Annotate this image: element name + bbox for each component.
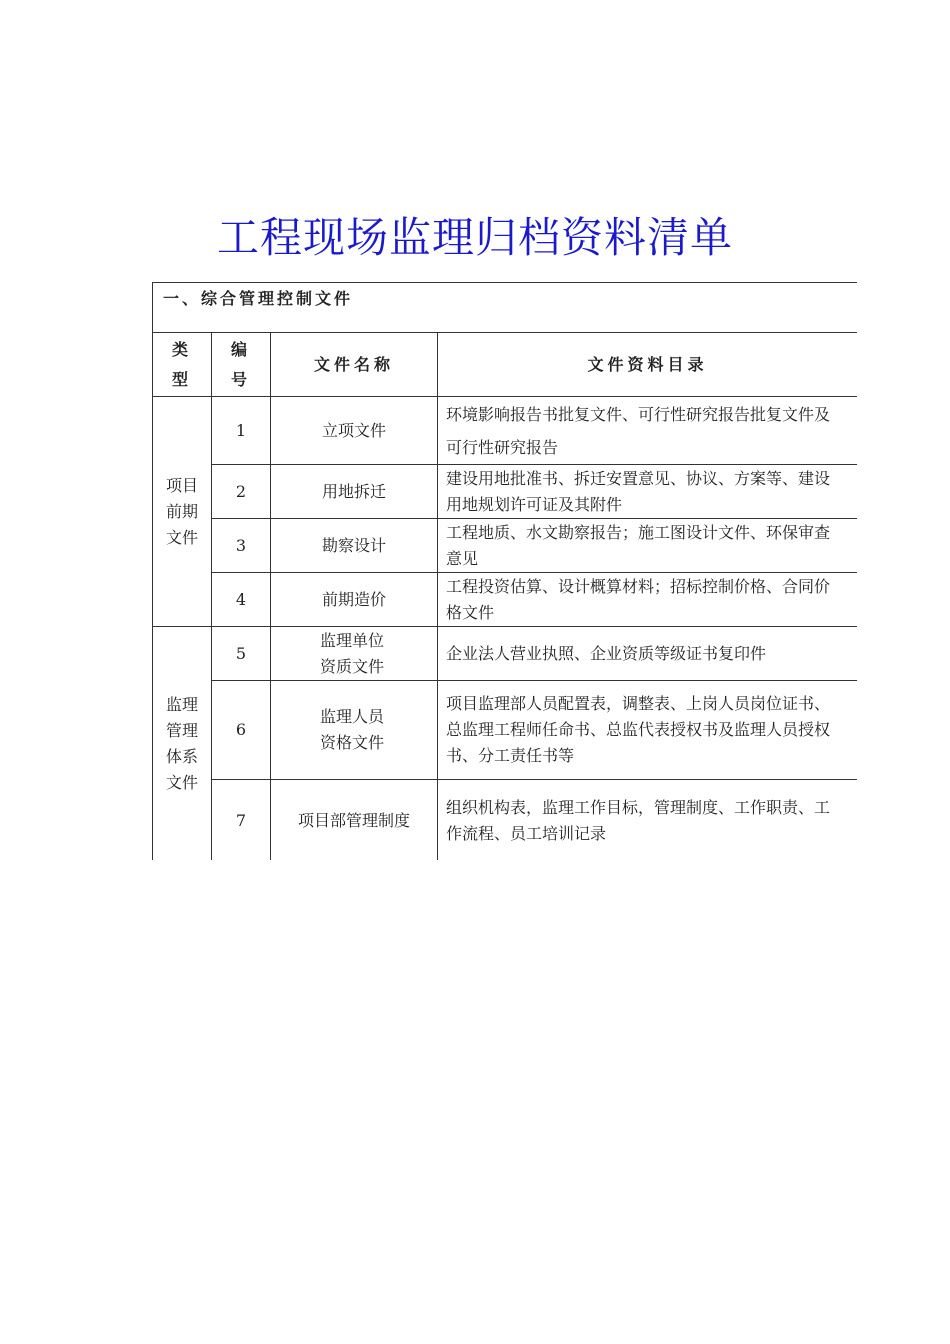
row-file-name (271, 780, 438, 861)
row-catalog: 企业法人营业执照、企业资质等级证书复印件 (438, 627, 858, 681)
group-label: 项目前期文件 (153, 397, 212, 627)
header-file-name: 文件名称 (271, 333, 438, 397)
row-catalog: 环境影响报告书批复文件、可行性研究报告批复文件及可行性研究报告 (438, 397, 858, 465)
row-number: 3 (212, 519, 271, 573)
row-file-name (271, 681, 438, 780)
row-number: 1 (212, 397, 271, 465)
table-row (153, 627, 858, 681)
table-row (153, 397, 858, 465)
row-number: 5 (212, 627, 271, 681)
table-row (153, 519, 858, 573)
group-label: 监理管理体系文件 (153, 627, 212, 861)
header-catalog: 文件资料目录 (438, 333, 858, 397)
row-number: 7 (212, 780, 271, 861)
row-file-name-text: 项目部管理制度 (297, 810, 410, 830)
header-row (153, 333, 858, 397)
row-number: 4 (212, 573, 271, 627)
table-row (153, 573, 858, 627)
section-title: 一、综合管理控制文件 (153, 283, 858, 333)
section-row (153, 283, 858, 333)
document-title: 工程现场监理归档资料清单 (216, 213, 733, 262)
row-file-name-text: 用地拆迁 (321, 481, 386, 501)
row-file-name-text: 前期造价 (321, 589, 386, 609)
row-catalog: 工程地质、水文勘察报告；施工图设计文件、环保审查意见 (438, 519, 858, 573)
row-file-name-text: 立项文件 (321, 420, 386, 440)
header-type: 类型 (153, 333, 212, 397)
archive-table (152, 282, 857, 860)
row-catalog: 组织机构表，监理工作目标，管理制度、工作职责、工作流程、员工培训记录 (438, 780, 858, 861)
table-row (153, 681, 858, 780)
row-catalog: 建设用地批准书、拆迁安置意见、协议、方案等、建设用地规划许可证及其附件 (438, 465, 858, 519)
row-file-name (271, 465, 438, 519)
table-row (153, 780, 858, 861)
header-number: 编号 (212, 333, 271, 397)
row-file-name-text: 监理人员资格文件 (320, 707, 385, 752)
row-number: 6 (212, 681, 271, 780)
row-catalog: 工程投资估算、设计概算材料；招标控制价格、合同价格文件 (438, 573, 858, 627)
row-file-name (271, 573, 438, 627)
row-catalog: 项目监理部人员配置表，调整表、上岗人员岗位证书、总监理工程师任命书、总监代表授权书及监理人员授权书、分工责任书等 (438, 681, 858, 780)
row-file-name (271, 397, 438, 465)
row-file-name (271, 519, 438, 573)
archive-table-container (152, 282, 857, 860)
row-file-name-text: 监理单位资质文件 (320, 630, 385, 676)
row-file-name (271, 627, 438, 681)
row-number: 2 (212, 465, 271, 519)
table-row (153, 465, 858, 519)
row-file-name-text: 勘察设计 (321, 535, 386, 555)
